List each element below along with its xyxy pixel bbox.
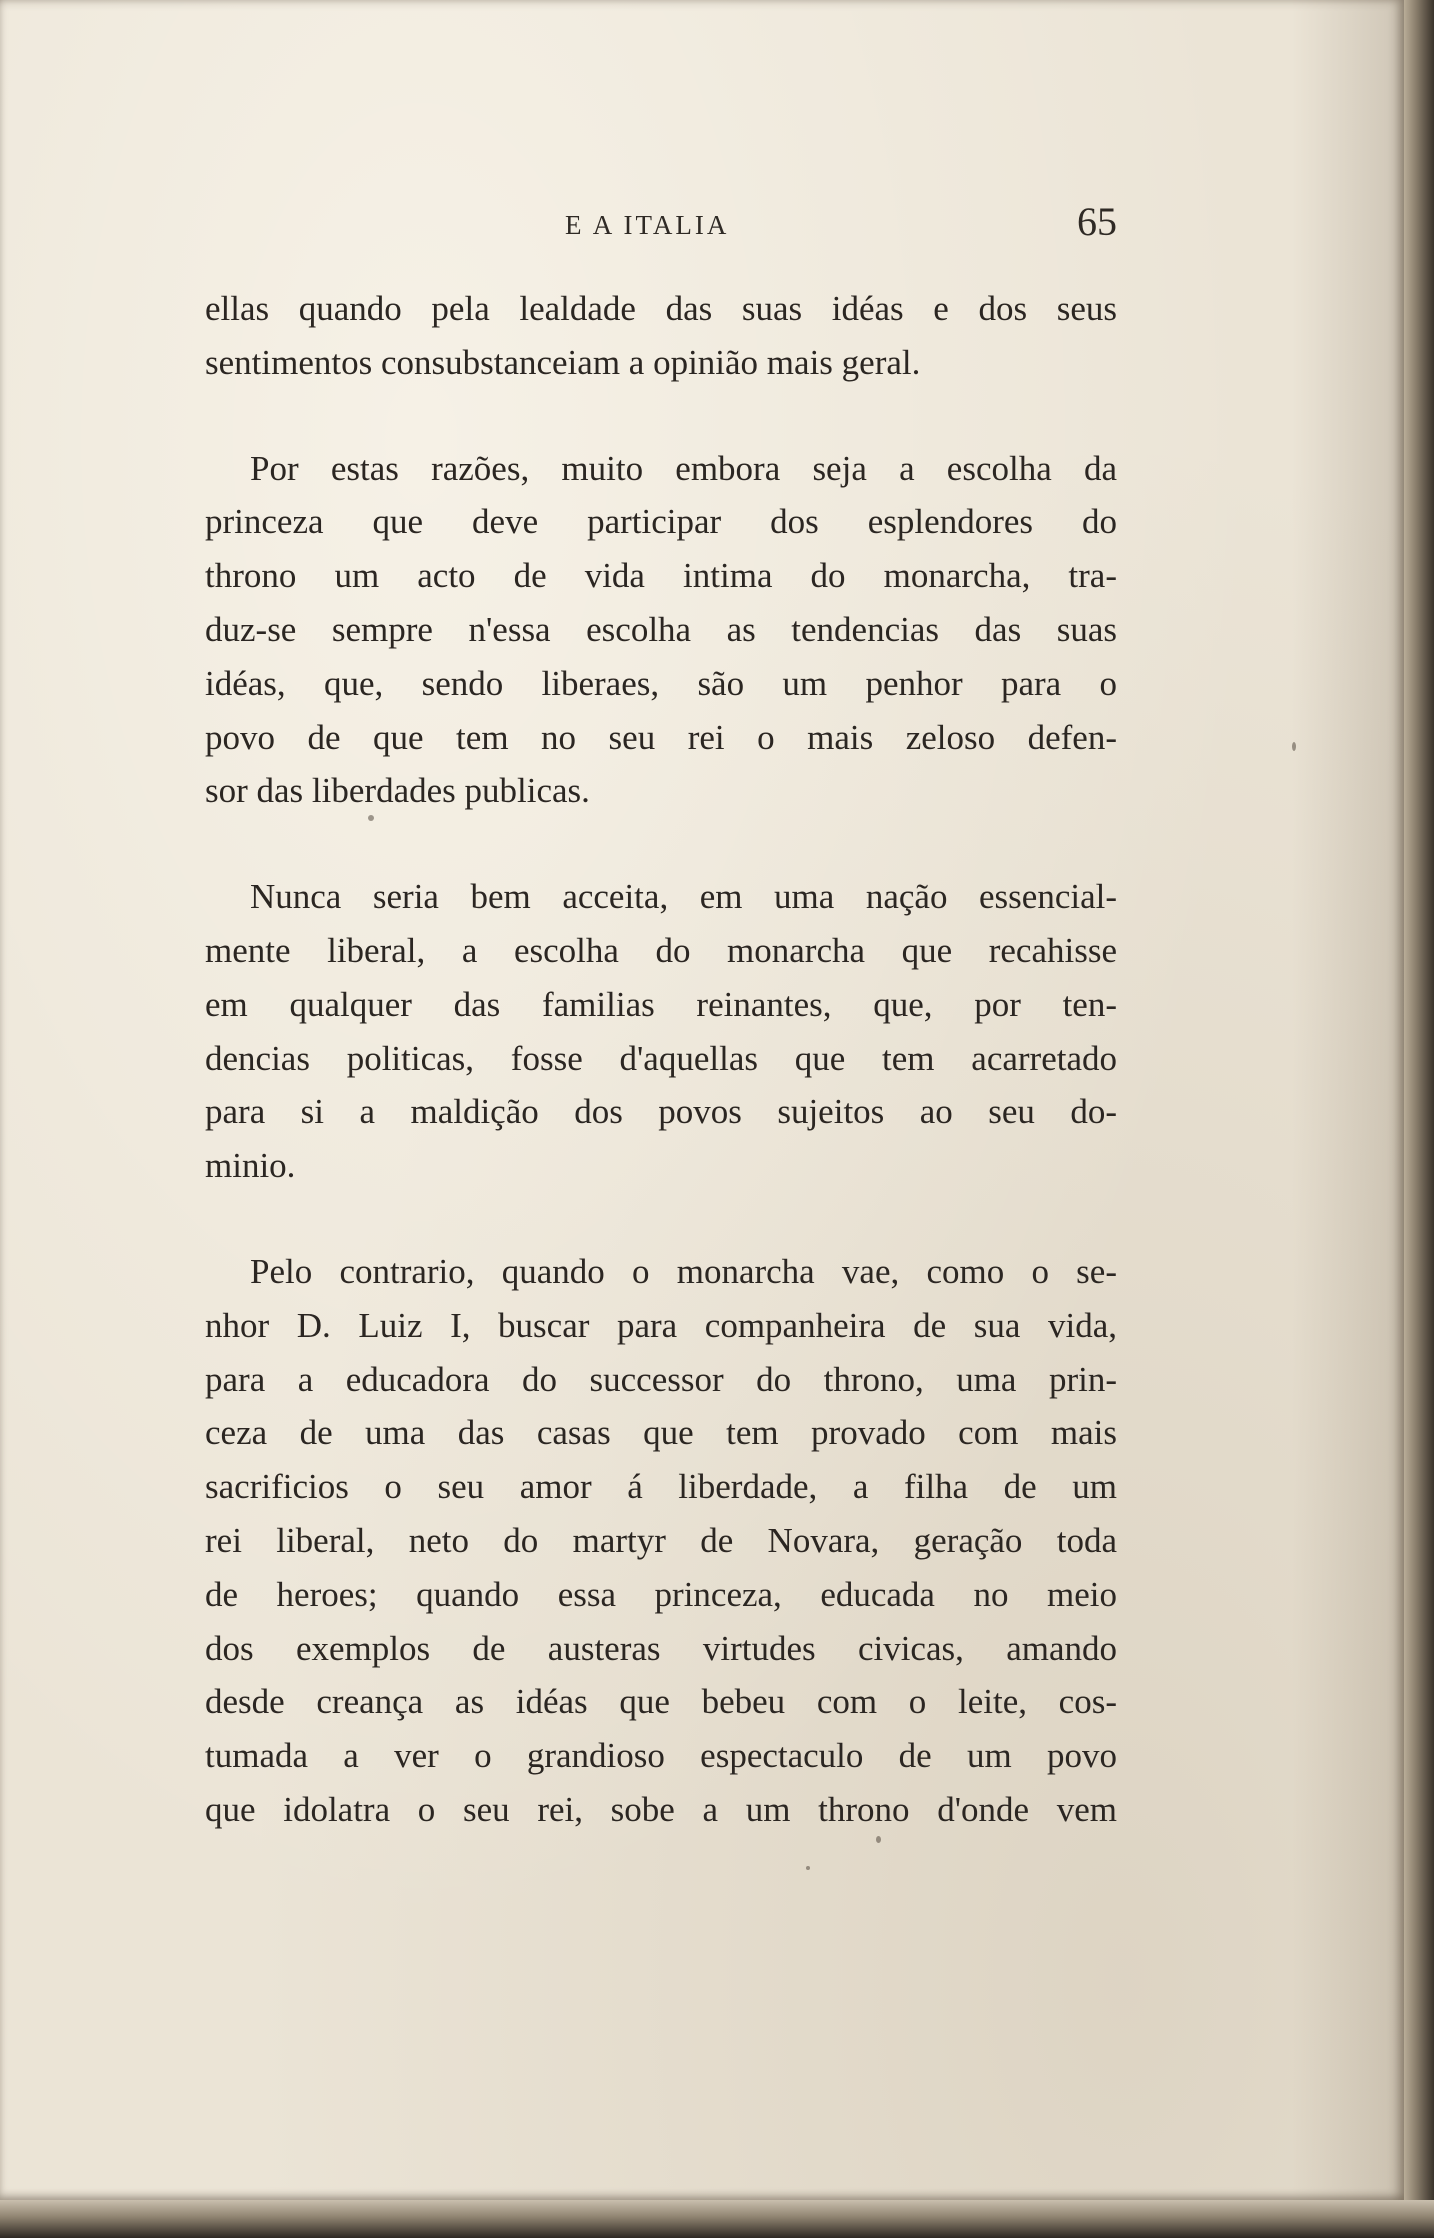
text-line: para si a maldição dos povos sujeitos ao seu do- <box>205 1092 1117 1132</box>
text-line: sacrificios o seu amor á liberdade, a filha de um <box>205 1467 1117 1507</box>
page-edge-bottom <box>0 2200 1434 2238</box>
text-line: dencias politicas, fosse d'aquellas que tem acarretado <box>205 1038 1117 1078</box>
text-line: Pelo contrario, quando o monarcha vae, como o se- <box>250 1251 1117 1291</box>
paper-speck <box>876 1836 881 1843</box>
paper-speck <box>368 815 374 821</box>
text-line: nhor D. Luiz I, buscar para companheira de sua vida, <box>205 1305 1117 1345</box>
text-line: dos exemplos de austeras virtudes civicas, amando <box>205 1628 1117 1668</box>
text-line: mente liberal, a escolha do monarcha que recahisse <box>205 930 1117 970</box>
text-line: idéas, que, sendo liberaes, são um penhor para o <box>205 663 1117 703</box>
text-line: sentimentos consubstanceiam a opinião mais geral. <box>205 342 921 382</box>
text-line: ceza de uma das casas que tem provado com mais <box>205 1413 1117 1453</box>
text-line: desde creança as idéas que bebeu com o leite, cos- <box>205 1682 1117 1722</box>
text-line: povo de que tem no seu rei o mais zeloso defen- <box>205 717 1117 757</box>
text-line: princeza que deve participar dos esplendores do <box>205 502 1117 542</box>
text-line: sor das liberdades publicas. <box>205 771 590 811</box>
text-line: ellas quando pela lealdade das suas idéas e dos seus <box>205 289 1117 328</box>
text-line: throno um acto de vida intima do monarcha, tra- <box>205 556 1117 596</box>
paragraph-2 <box>205 442 1117 819</box>
text-line: Por estas razões, muito embora seja a escolha da <box>250 448 1117 488</box>
text-line: de heroes; quando essa princeza, educada no meio <box>205 1574 1117 1614</box>
paper-speck <box>1292 742 1296 751</box>
text-line: rei liberal, neto do martyr de Novara, geração toda <box>205 1520 1117 1560</box>
text-line: em qualquer das familias reinantes, que, por ten- <box>205 984 1117 1024</box>
page-edge-right <box>1404 0 1434 2238</box>
text-line: para a educadora do successor do throno, uma prin- <box>205 1359 1117 1399</box>
text-line: que idolatra o seu rei, sobe a um throno d'onde vem <box>205 1789 1117 1829</box>
text-line: duz-se sempre n'essa escolha as tendencias das suas <box>205 609 1117 649</box>
paragraph-1 <box>205 282 1117 390</box>
page-number: 65 <box>1077 199 1117 244</box>
page-header <box>205 198 1125 258</box>
paper-speck <box>806 1866 810 1870</box>
text-line: tumada a ver o grandioso espectaculo de um povo <box>205 1736 1117 1776</box>
running-head: E A ITALIA <box>565 210 730 240</box>
paragraph-3 <box>205 870 1117 1193</box>
paragraph-4 <box>205 1245 1117 1837</box>
text-line: Nunca seria bem acceita, em uma nação essencial- <box>250 877 1117 917</box>
text-line: minio. <box>205 1146 296 1186</box>
body-text <box>205 282 1117 1837</box>
